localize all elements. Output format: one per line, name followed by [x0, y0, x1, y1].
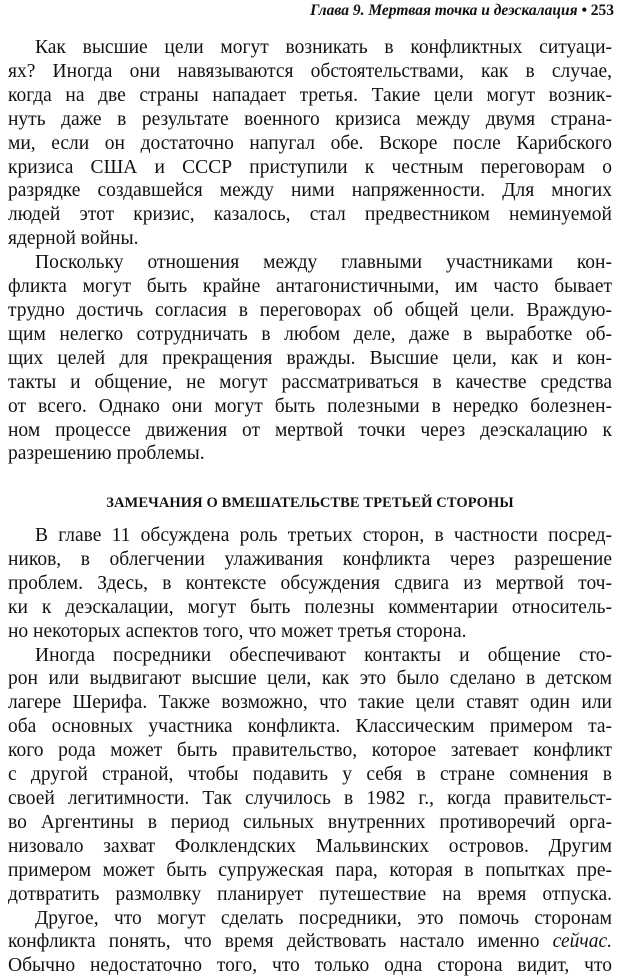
text-line: но некоторых аспектов того, что может третья сторона.	[8, 620, 612, 644]
text-line: лагере Шерифа. Также возможно, что такие цели ставят один или	[8, 691, 612, 715]
text-line: ки к деэскалации, могут быть полезны комментарии относитель-	[8, 596, 612, 620]
paragraph	[8, 36, 612, 251]
text-block-bottom	[8, 524, 612, 978]
text-line: ми, если он достаточно напугал обе. Вскоре после Карибского	[8, 132, 612, 156]
text-line: трудно достичь согласия в переговорах об общей цели. Враждую-	[8, 299, 612, 323]
text-line: проблем. Здесь, в контексте обсуждения сдвига из мертвой точ-	[8, 572, 612, 596]
text-line: примером может быть супружеская пара, которая в попытках пре-	[8, 859, 612, 883]
text-line: Другое, что могут сделать посредники, это помочь сторонам	[8, 907, 612, 931]
text-line: кого рода может быть правительство, которое затевает конфликт	[8, 739, 612, 763]
text-line: рон или выдвигают высшие цели, как это было сделано в детском	[8, 667, 612, 691]
text-line: во Аргентины в период сильных внутренних противоречий орга-	[8, 811, 612, 835]
text-line: фликта могут быть крайне антагонистичными, им часто бывает	[8, 275, 612, 299]
text-line: такты и общение, не могут рассматриваться в качестве средства	[8, 371, 612, 395]
paragraph	[8, 251, 612, 466]
text-block-top	[8, 36, 612, 466]
text-line	[8, 930, 612, 954]
paragraph	[8, 524, 612, 644]
text-line-start: конфликта понять, что время действовать настало именно	[8, 931, 553, 952]
text-line: с другой страной, чтобы подавить у себя в стране сомнения в	[8, 763, 612, 787]
text-line: ном процессе движения от мертвой точки через деэскалацию к	[8, 419, 612, 443]
text-line: оба основных участника конфликта. Классическим примером та-	[8, 715, 612, 739]
text-line: низовало захват Фолклендских Мальвинских островов. Другим	[8, 835, 612, 859]
paragraph	[8, 907, 612, 978]
text-line: Как высшие цели могут возникать в конфликтных ситуаци-	[8, 36, 612, 60]
chapter-title: Глава 9. Мертвая точка и деэскалация	[310, 2, 577, 19]
text-line: В главе 11 обсуждена роль третьих сторон, в частности посред-	[8, 524, 612, 548]
text-line: нуть даже в результате военного кризиса между двумя страна-	[8, 108, 612, 132]
text-line: Иногда посредники обеспечивают контакты и общение сто-	[8, 644, 612, 668]
running-header	[0, 0, 614, 22]
text-line: людей этот кризис, казалось, стал предвестником неминуемой	[8, 203, 612, 227]
text-line: от всего. Однако они могут быть полезными в нередко болезнен-	[8, 395, 612, 419]
page-number: 253	[591, 2, 614, 19]
text-line: разрядке создавшейся между ними напряженности. Для многих	[8, 179, 612, 203]
paragraph	[8, 644, 612, 907]
header-separator: •	[581, 2, 586, 19]
text-line: щих целей для прекращения вражды. Высшие цели, как и кон-	[8, 347, 612, 371]
text-line: ников, в облегчении улаживания конфликта через разрешение	[8, 548, 612, 572]
text-line: дотвратить размолвку планирует путешествие на время отпуска.	[8, 883, 612, 907]
text-line: Обычно недостаточно того, что только одна сторона видит, что	[8, 954, 612, 978]
text-line: своей легитимности. Так случилось в 1982 г., когда правительст-	[8, 787, 612, 811]
emphasis-word: сейчас.	[553, 931, 612, 952]
text-line: кризиса США и СССР приступили к честным переговорам о	[8, 156, 612, 180]
text-line: разрешению проблемы.	[8, 442, 612, 466]
text-line: ядерной войны.	[8, 227, 612, 251]
text-line: ях? Иногда они навязываются обстоятельствами, как в случае,	[8, 60, 612, 84]
text-line: когда на две страны нападает третья. Такие цели могут возник-	[8, 84, 612, 108]
section-heading: ЗАМЕЧАНИЯ О ВМЕШАТЕЛЬСТВЕ ТРЕТЬЕЙ СТОРОНЫ	[0, 493, 620, 513]
text-line: Поскольку отношения между главными участниками кон-	[8, 251, 612, 275]
text-line: щим нелегко сотрудничать в любом деле, даже в выработке об-	[8, 323, 612, 347]
